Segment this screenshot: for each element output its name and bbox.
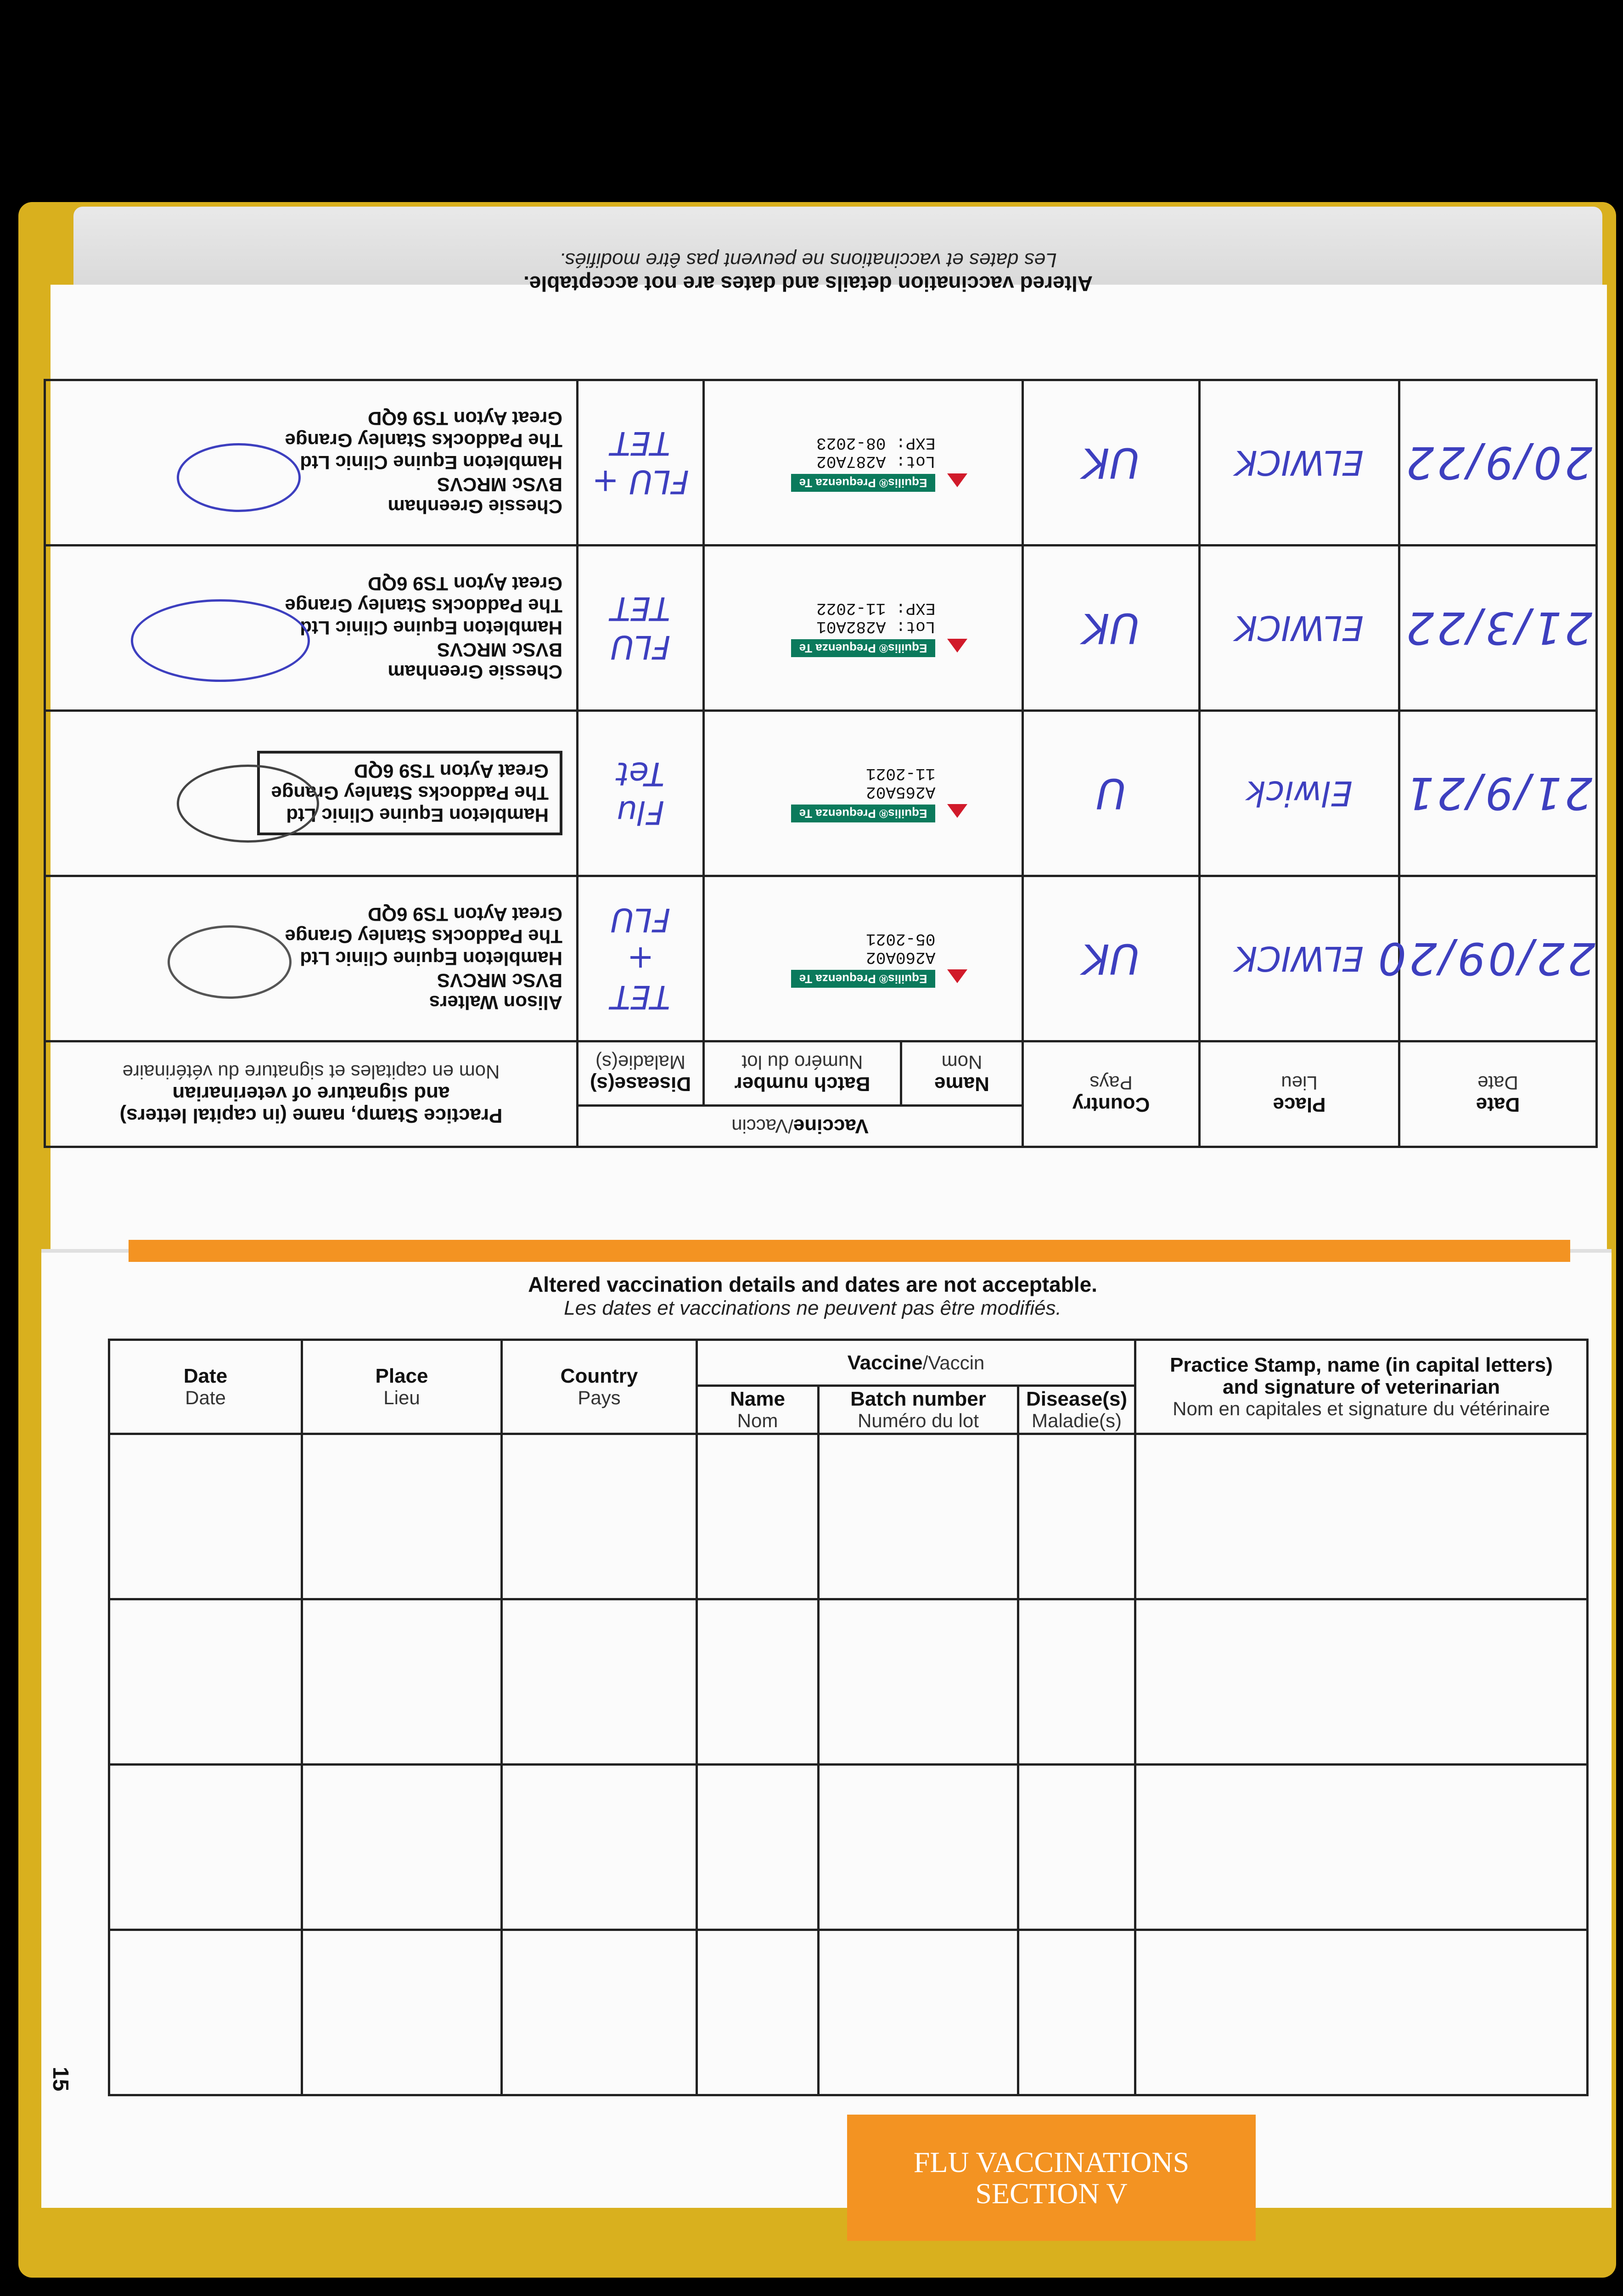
cell-practice[interactable] <box>1135 1765 1588 1930</box>
vaccine-brand: Equilis® Prequenza Te <box>791 970 936 988</box>
cell-place[interactable] <box>302 1765 502 1930</box>
entry-practice-stamp <box>45 546 577 711</box>
cell-batch[interactable] <box>819 1765 1018 1930</box>
vaccine-brand: Equilis® Prequenza Te <box>791 805 936 822</box>
cell-name[interactable] <box>697 1765 819 1930</box>
cell-country[interactable] <box>502 1599 697 1765</box>
header-batch: Batch number Numéro du lot <box>704 1041 901 1106</box>
header-practice: Practice Stamp, name (in capital letters) and signature of veterinarian Nom en capitales et signature du vétérinaire <box>1135 1340 1588 1434</box>
entry-place: ELWICK <box>1200 380 1399 546</box>
header-name: Name Nom <box>901 1041 1023 1106</box>
entry-practice-stamp <box>45 380 577 546</box>
entry-vaccine-sticker <box>704 380 1023 546</box>
cell-name[interactable] <box>697 1930 819 2095</box>
cell-place[interactable] <box>302 1434 502 1599</box>
expiry: EXP: 11-2022 <box>816 599 936 618</box>
blank-vaccination-table <box>108 1339 1589 2096</box>
signature <box>177 443 301 512</box>
cell-country[interactable] <box>502 1930 697 2095</box>
filled-page-notice <box>85 248 1531 296</box>
cell-name[interactable] <box>697 1599 819 1765</box>
header-disease: Disease(s) Maladie(s) <box>577 1041 703 1106</box>
entry-disease: TET + FLU <box>577 876 703 1041</box>
entry-date: 21/9/21 <box>1399 711 1597 876</box>
cell-batch[interactable] <box>819 1599 1018 1765</box>
vaccine-brand: Equilis® Prequenza Te <box>791 639 936 657</box>
header-disease: Disease(s) Maladie(s) <box>1018 1386 1135 1434</box>
cell-practice[interactable] <box>1135 1930 1588 2095</box>
cell-date[interactable] <box>109 1599 302 1765</box>
table-row-empty <box>109 1930 1588 2095</box>
section-tab-line1: FLU VACCINATIONS <box>913 2145 1190 2178</box>
red-tick-mark <box>947 473 967 487</box>
notice-line-en: Altered vaccination details and dates are not acceptable. <box>528 1272 1097 1296</box>
cell-country[interactable] <box>502 1765 697 1930</box>
cell-disease[interactable] <box>1018 1765 1135 1930</box>
cell-disease[interactable] <box>1018 1599 1135 1765</box>
cell-country[interactable] <box>502 1434 697 1599</box>
cell-place[interactable] <box>302 1930 502 2095</box>
cell-name[interactable] <box>697 1434 819 1599</box>
entry-vaccine-sticker <box>704 876 1023 1041</box>
cell-date[interactable] <box>109 1930 302 2095</box>
cell-batch[interactable] <box>819 1434 1018 1599</box>
vaccine-brand: Equilis® Prequenza Te <box>791 474 936 492</box>
entry-country: UK <box>1023 380 1200 546</box>
entry-date: 21/3/22 <box>1399 546 1597 711</box>
cell-date[interactable] <box>109 1765 302 1930</box>
cell-place[interactable] <box>302 1599 502 1765</box>
table-row-empty <box>109 1599 1588 1765</box>
entry-disease: FLU + TET <box>577 380 703 546</box>
blank-page-notice <box>110 1272 1515 1320</box>
lot-number: A260A02 <box>866 948 936 967</box>
entry-date: 20/9/22 <box>1399 380 1597 546</box>
table-row <box>45 876 1596 1041</box>
table-row <box>45 546 1596 711</box>
table-row <box>45 711 1596 876</box>
red-tick-mark <box>947 804 967 818</box>
header-country: Country Pays <box>1023 1041 1200 1147</box>
header-batch: Batch number Numéro du lot <box>819 1386 1018 1434</box>
section-tab-line2: SECTION V <box>975 2177 1128 2210</box>
entry-place: ELWICK <box>1200 876 1399 1041</box>
entry-disease: FLU TET <box>577 546 703 711</box>
red-tick-mark <box>947 969 967 983</box>
vaccine-sticker <box>791 764 936 822</box>
table-row <box>45 380 1596 546</box>
cell-batch[interactable] <box>819 1930 1018 2095</box>
header-vaccine: Vaccine/Vaccin <box>697 1340 1135 1386</box>
notice-line-en: Altered vaccination details and dates are not acceptable. <box>523 272 1093 296</box>
expiry: EXP: 08-2023 <box>816 433 936 452</box>
cell-disease[interactable] <box>1018 1930 1135 2095</box>
signature <box>168 925 292 999</box>
entry-vaccine-sticker <box>704 711 1023 876</box>
vet-stamp: Chessie Greenham BVSc MRCVS Hambleton Equine Clinic Ltd The Paddocks Stanley Grange Great Ayton TS9 6QD <box>285 408 562 518</box>
header-date: Date Date <box>1399 1041 1597 1147</box>
vet-stamp: Chessie Greenham BVSc MRCVS Hambleton Equine Clinic Ltd The Paddocks Stanley Grange Great Ayton TS9 6QD <box>285 573 562 683</box>
entry-country: UK <box>1023 546 1200 711</box>
entry-disease: Flu Tet <box>577 711 703 876</box>
expiry: 11-2021 <box>866 764 936 783</box>
entry-place: Elwick <box>1200 711 1399 876</box>
table-row-empty <box>109 1434 1588 1599</box>
entry-date: 22/09/20 <box>1399 876 1597 1041</box>
entry-practice-stamp <box>45 876 577 1041</box>
entry-practice-stamp <box>45 711 577 876</box>
cell-disease[interactable] <box>1018 1434 1135 1599</box>
header-date: Date Date <box>109 1340 302 1434</box>
signature <box>131 599 310 682</box>
lot-number: A265A02 <box>866 782 936 801</box>
red-tick-mark <box>947 639 967 653</box>
cell-practice[interactable] <box>1135 1599 1588 1765</box>
entry-country: UK <box>1023 876 1200 1041</box>
notice-line-fr: Les dates et vaccinations ne peuvent pas être modifiés. <box>559 249 1057 271</box>
lot-number: Lot: A282A01 <box>816 617 936 636</box>
vaccine-sticker <box>791 929 936 988</box>
header-vaccine: Vaccine/Vaccin <box>577 1106 1022 1147</box>
header-place: Place Lieu <box>302 1340 502 1434</box>
table-row-empty <box>109 1765 1588 1930</box>
signature <box>177 765 319 843</box>
entry-place: ELWICK <box>1200 546 1399 711</box>
header-name: Name Nom <box>697 1386 819 1434</box>
section-tab <box>847 2115 1256 2241</box>
notice-line-fr: Les dates et vaccinations ne peuvent pas être modifiés. <box>564 1297 1061 1319</box>
cell-date[interactable] <box>109 1434 302 1599</box>
entry-country: U <box>1023 711 1200 876</box>
cell-practice[interactable] <box>1135 1434 1588 1599</box>
header-country: Country Pays <box>502 1340 697 1434</box>
page-number: 15 <box>48 2066 73 2092</box>
vaccine-sticker <box>791 433 936 492</box>
header-practice: Practice Stamp, name (in capital letters) and signature of veterinarian Nom en capitales et signature du vétérinaire <box>45 1041 577 1147</box>
orange-strip <box>129 1240 1570 1262</box>
filled-vaccination-table <box>44 379 1598 1148</box>
vaccine-sticker <box>791 599 936 657</box>
header-place: Place Lieu <box>1200 1041 1399 1147</box>
expiry: 05-2021 <box>866 929 936 948</box>
clinic-stamp: Hambleton Equine Clinic Ltd The Paddocks Stanley Grange Great Ayton TS9 6QD <box>257 751 562 836</box>
lot-number: Lot: A287A02 <box>816 452 936 471</box>
vet-stamp: Alison Walters BVSc MRCVS Hambleton Equine Clinic Ltd The Paddocks Stanley Grange Great Ayton TS9 6QD <box>285 904 562 1014</box>
entry-vaccine-sticker <box>704 546 1023 711</box>
